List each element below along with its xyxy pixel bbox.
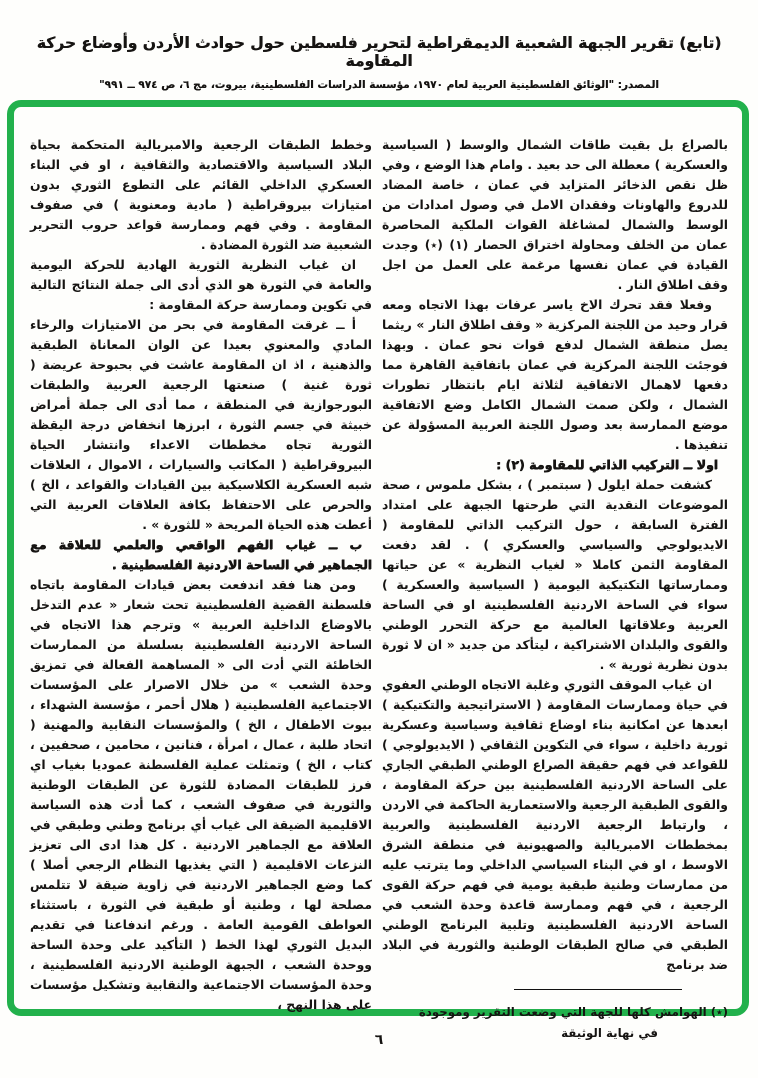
- document-source: المصدر: "الوثائق الفلسطينية العربية لعام ١٩٧٠، مؤسسة الدراسات الفلسطينية، بيروت، مج ٦، ص ٩٧٤ ــ ٩٩١": [99, 79, 659, 91]
- paragraph: وخطط الطبقات الرجعية والامبريالية المتحكمة بحياة البلاد السياسية والاقتصادية والثقافية ، او في البناء العسكري الداخلي القائم على التطوع الثوري بدون امتيازات بيروقراطية ( مادية ومعنوية ) في صفوف المقاومة . وفي فهم وممارسة قواعد حروب التحرير الشعبية ضد الثورة المضادة .: [30, 137, 372, 252]
- footnote-line: (٭) الهوامش كلها للجهة التي وضعت التقرير وموجودة: [418, 1005, 728, 1019]
- footnote-divider: [514, 989, 682, 990]
- paragraph: ومن هنا فقد اندفعت بعض قيادات المقاومة باتجاه فلسطنة القضية الفلسطينية تحت شعار « عدم التدخل بالاوضاع الداخلية العربية » وترجم هذا الاتجاه في الساحة الاردنية الفلسطينية بسلسلة من الممارسات الخاطئة التي أدت الى « المساهمة الفعالة في تمزيق وحدة الشعب » من خلال الاصرار على المؤسسات الاجتماعية الفلسطينية ( هلال أحمر ، مؤسسة الشهداء ، بيوت الاطفال ، الخ ) والمؤسسات النقابية والمهنية ( اتحاد طلبة ، عمال ، امرأة ، فنانين ، محامين ، صحفيين ، كتاب ، الخ ) وتمثلت عملية الفلسطنة عموديا بغياب اي فرز للطبقات المضادة للثورة عن الطبقات الوطنية والثورية في صفوف الشعب ، كما أدت هذه السياسة الاقليمية الضيقة الى غياب أي برنامج وطني وطبقي في العلاقة مع الجماهير الاردنية . كل هذا ادى الى تعزيز النزعات الاقليمية ( التي يغذيها النظام الرجعي أصلا ) كما وضع الجماهير الاردنية في زاوية ضيقة لا تتلمس مصلحة لها ، وطنية أو طبقية في الثورة ، باستثناء العواطف القومية العامة . ورغم اندفاعنا في تقديم البديل الثوري لهذا الخط ( التأكيد على وحدة الساحة ووحدة الشعب ، الجبهة الوطنية الاردنية الفلسطينية ، وحدة المؤسسات الاجتماعية والنقابية وتشكيل مؤسسات على هذا النهج ،: [30, 577, 372, 1012]
- column-left: [30, 135, 372, 1015]
- document-title: (تابع) تقرير الجبهة الشعبية الديمقراطية لتحرير فلسطين حول حوادث الأردن وأوضاع حركة المقاومة: [36, 34, 722, 70]
- section-heading-b: ب ــ غياب الفهم الواقعي والعلمي للعلاقة مع الجماهير في الساحة الاردنية الفلسطينية .: [30, 537, 372, 572]
- footnote-line: في نهاية الوثيقة: [561, 1026, 658, 1040]
- column-right: [382, 135, 728, 1044]
- paragraph: بالصراع بل بقيت طاقات الشمال والوسط ( السياسية والعسكرية ) معطلة الى حد بعيد . وامام هذا الوضع ، وفي ظل نقص الذخائر المتزايد في عمان ، خاصة المضاد للدروع والهاونات وفقدان الامل في وصول امدادات من الوسط والشمال لمشاغلة القوات الملكية المحاصرة عمان من الخلف ومحاولة اختراق الحصار (١) (٭) وجدت القيادة في عمان نفسها مرغمة على العمل من اجل وقف اطلاق النار .: [382, 137, 728, 292]
- paragraph: وفعلا فقد تحرك الاخ ياسر عرفات بهذا الاتجاه ومعه قرار وحيد من اللجنة المركزية « وقف اطلاق النار » ريثما يصل منطقة الشمال لدفع قوات نحو عمان . وبهذا فوجئت اللجنة المركزية في عمان باتفاقية القاهرة مما دفعها لاهمال الاتفاقية لثلاثة ايام بانتظار تطورات الشمال ، ولكن صمت الشمال الكامل وضع الاتفاقية موضع الممارسة بعد وصول اللجنة العربية المسؤولة عن تنفيذها .: [382, 297, 728, 452]
- page-header: [0, 34, 758, 91]
- paragraph: ان غياب الموقف الثوري وغلبة الاتجاه الوطني العفوي في حياة وممارسات المقاومة ( الاستراتيجية والتكتيكية ) ابعدها عن امكانية بناء اوضاع ثقافية وسياسية وعسكرية ثورية داخلية ، سواء في التكوين الثقافي ( الايديولوجي ) للقواعد في فهم حقيقة الصراع الوطني الطبقي الجاري على الساحة الاردنية الفلسطينية بين حركة المقاومة ، والقوى الطبقية الرجعية والاستعمارية الحاكمة في الاردن ، وارتباط الرجعية الاردنية الفلسطينية والعربية بمخططات الامبريالية والصهيونية في منطقة الشرق الاوسط ، او في البناء السياسي الداخلي وما يترتب عليه من ممارسات وطنية طبقية يومية في فهم حركة القوى الرجعية ، في فهم وممارسة قاعدة وحدة الشعب في الساحة الاردنية الفلسطينية وتلبية البرنامج الوطني الطبقي في صالح الطبقات الوطنية والثورية في البلاد ضد برنامج: [382, 677, 728, 972]
- paragraph: كشفت حملة ايلول ( سبتمبر ) ، بشكل ملموس ، صحة الموضوعات النقدية التي طرحتها الجبهة على امتداد الفترة السابقة ، حول التركيب الذاتي للمقاومة ( الايديولوجي والسياسي والعسكري ) . لقد دفعت المقاومة الثمن كاملا « لغياب النظرية » عن حياتها وممارساتها التكتيكية اليومية ( السياسية والعسكرية ) سواء في الساحة الاردنية الفلسطينية او في الساحة العربية وعلاقاتها العالمية مع حركة التحرر الوطني والقوى والبلدان الاشتراكية ، ليتأكد من جديد « ان لا ثورة بدون نظرية ثورية » .: [382, 477, 728, 672]
- page-number: ٦: [374, 1032, 384, 1048]
- paragraph: ان غياب النظرية الثورية الهادية للحركة اليومية والعامة في الثورة هو الذي أدى الى جملة النتائج التالية في تكوين وممارسة حركة المقاومة :: [30, 257, 372, 312]
- content-frame: [7, 100, 749, 1040]
- paragraph: أ ــ غرقت المقاومة في بحر من الامتيازات والرخاء المادي والمعنوي بعيدا عن الوان المعاناة الطبقية والذهنية ، اذ ان المقاومة عاشت في بحبوحة عريضة ( ثورة غنية ) صنعتها الرجعية العربية والطبقات البورجوازية في المنطقة ، مما أدى الى جملة أمراض خبيثة في جسم الثورة ، ابرزها انخفاض درجة اليقظة الثورية تجاه مخططات الاعداء وانتشار الحياة البيروقراطية ( المكاتب والسيارات ، الاموال ، العلاقات شبه العسكرية الكلاسيكية بين القيادات والقواعد ، الخ ) والحرص على الاحتفاظ بكافة العلاقات العربية التي أعطت هذه الحياة المريحة « للثورة » .: [30, 317, 372, 532]
- section-heading-first: اولا ــ التركيب الذاتي للمقاومة (٢) :: [496, 457, 718, 472]
